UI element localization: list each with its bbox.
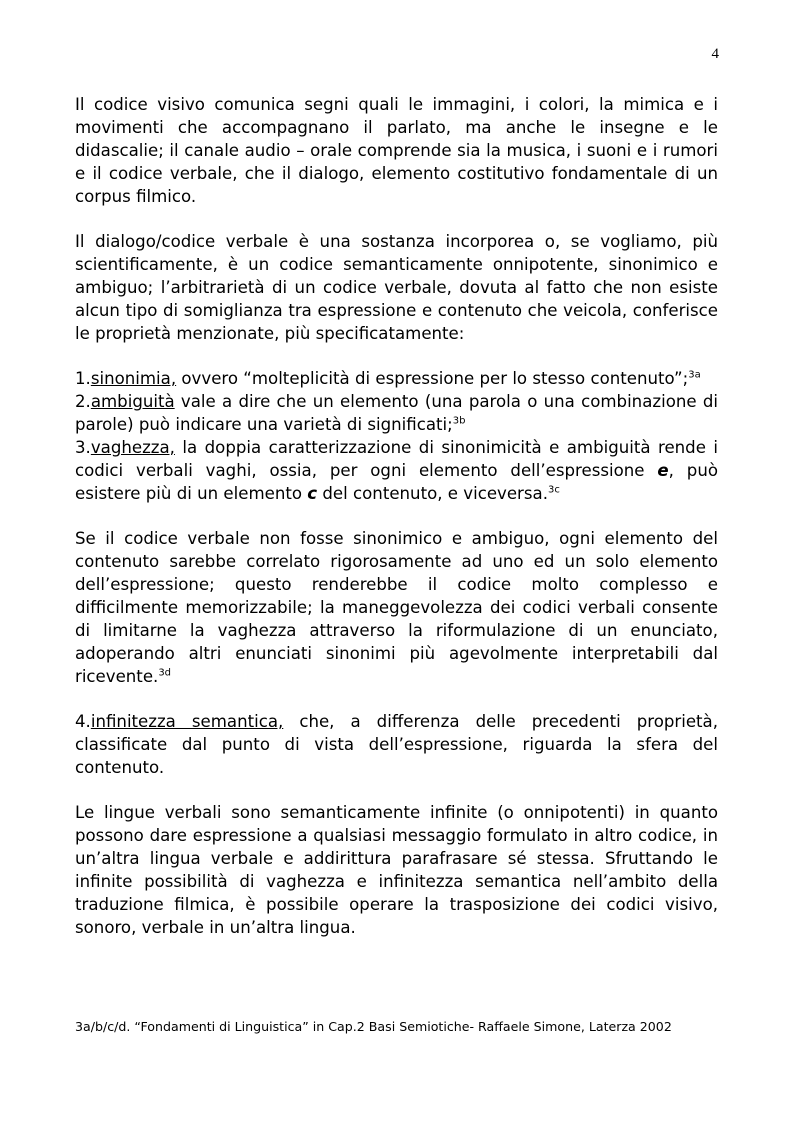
footnote-ref-3b: 3b — [452, 415, 466, 427]
paragraph-dialogo-codice-verbale: Il dialogo/codice verbale è una sostanza incorporea o, se vogliamo, più scientificamente, è un codice semanticamente onnipotente, sinonimico e ambiguo; l’arbitrarietà di un codice verbale, dovuta al fatto che non esiste alcun tipo di somiglianza tra espressione e contenuto che veicola, conferisce le proprietà menzionate, più specificatamente: — [75, 232, 718, 343]
paragraph-lingue-verbali: Le lingue verbali sono semanticamente infinite (o onnipotenti) in quanto possono dare espressione a qualsiasi messaggio formulato in altro codice, in un’altra lingua verbale e addirittura parafrasare sé stessa. Sfruttando le infinite possibilità di vaghezza e infinitezza semantica nell’ambito della traduzione filmica, è possibile operare la trasposizione dei codici visivo, sonoro, verbale in un’altra lingua. — [75, 803, 718, 937]
term-sinonimia: sinonimia, — [90, 369, 177, 388]
list-item-ambiguita — [75, 390, 718, 436]
term-ambiguita: ambiguità — [90, 392, 175, 411]
term-infinitezza-semantica: infinitezza semantica, — [90, 712, 284, 731]
item-number: 2. — [75, 392, 91, 411]
properties-list — [75, 367, 718, 505]
item-text: , può esistere più di un elemento — [75, 461, 718, 503]
document-body — [75, 93, 718, 961]
footnote-ref-3a: 3a — [688, 369, 701, 381]
term-vaghezza: vaghezza, — [90, 438, 175, 457]
paragraph-text: Se il codice verbale non fosse sinonimico e ambiguo, ogni elemento del contenuto sarebbe correlato rigorosamente ad uno ed un solo elemento dell’espressione; questo renderebbe il codice molto complesso e difficilmente memorizzabile; la maneggevolezza dei codici verbali consente di limitarne la vaghezza attraverso la riformulazione di un enunciato, adoperando altri enunciati sinonimi più agevolmente interpretabili dal ricevente. — [75, 529, 718, 686]
symbol-c: c — [307, 484, 318, 503]
paragraph-codice-visivo: Il codice visivo comunica segni quali le immagini, i colori, la mimica e i movimenti che accompagnano il parlato, ma anche le insegne e le didascalie; il canale audio – orale comprende sia la musica, i suoni e i rumori e il codice verbale, che il dialogo, elemento costitutivo fondamentale di un corpus filmico. — [75, 95, 718, 206]
list-item-infinitezza — [75, 710, 718, 779]
list-item-sinonimia — [75, 367, 718, 390]
page-number: 4 — [711, 46, 719, 62]
item-number: 4. — [75, 712, 91, 731]
item-number: 1. — [75, 369, 91, 388]
footnote: 3a/b/c/d. “Fondamenti di Linguistica” in Cap.2 Basi Semiotiche- Raffaele Simone, Laterza 2002 — [75, 1019, 672, 1034]
paragraph-codice-non-sinonimico — [75, 527, 718, 688]
footnote-ref-3d: 3d — [158, 667, 172, 679]
item-text: vale a dire che un elemento (una parola o una combinazione di parole) può indicare una varietà di significati; — [75, 392, 718, 434]
item-text: la doppia caratterizzazione di sinonimicità e ambiguità rende i codici verbali vaghi, ossia, per ogni elemento dell’espressione — [75, 438, 718, 480]
item-number: 3. — [75, 438, 91, 457]
item-text: ovvero “molteplicità di espressione per lo stesso contenuto”; — [176, 369, 689, 388]
list-item-vaghezza — [75, 436, 718, 505]
item-text: che, a differenza delle precedenti proprietà, classificate dal punto di vista dell’espressione, riguarda la sfera del contenuto. — [75, 712, 718, 777]
symbol-e: e — [657, 461, 669, 480]
item-text: del contenuto, e viceversa. — [317, 484, 548, 503]
footnote-ref-3c: 3c — [547, 484, 560, 496]
